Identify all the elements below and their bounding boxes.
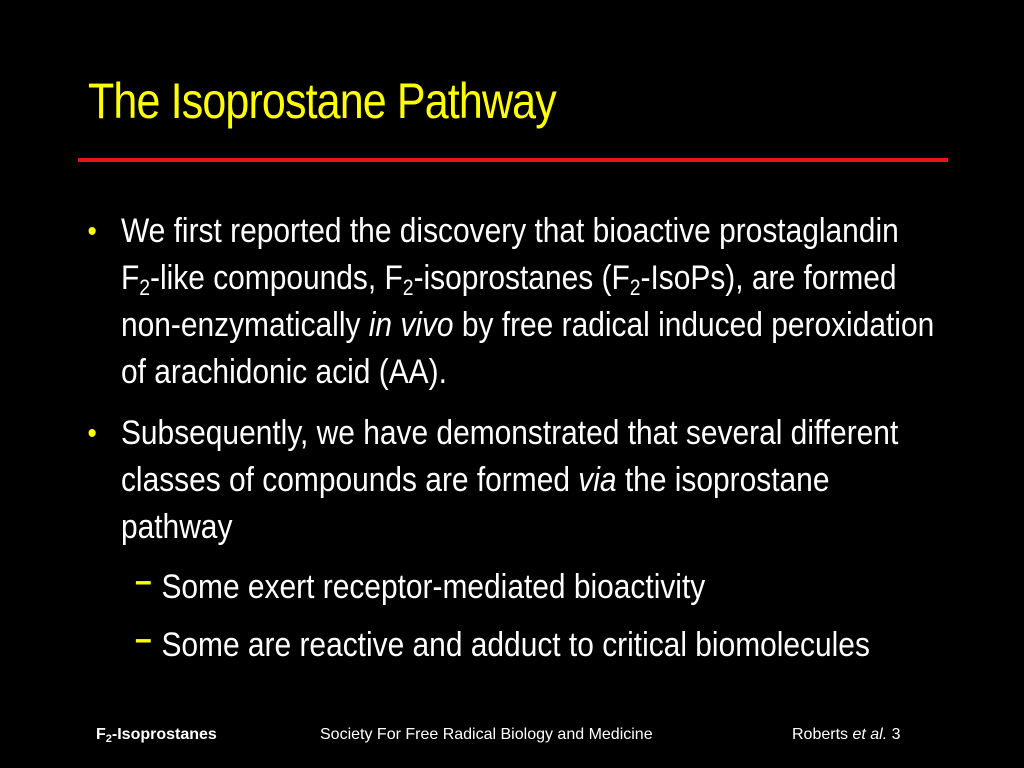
sub-bullet-text: Some exert receptor-mediated bioactivity (161, 568, 706, 606)
bullet-glyph: • (87, 215, 97, 248)
slide-title: The Isoprostane Pathway (88, 73, 556, 129)
footer-topic: $F_2$-Isoprostanes (96, 726, 217, 745)
slide-content (84, 208, 984, 679)
dash-glyph: – (135, 620, 152, 658)
bullet-glyph: • (87, 417, 97, 450)
footer-citation: Roberts et al. 3 (792, 726, 901, 743)
footer-organization: Society For Free Radical Biology and Medicine (320, 726, 653, 743)
title-divider (78, 158, 948, 162)
sub-bullet-item (84, 620, 980, 667)
sub-bullet-text: Some are reactive and adduct to critical biomolecules (161, 626, 870, 664)
bullet-text: Subsequently, we have demonstrated that several different classes of compounds are formed via the isoprostane pathway (120, 414, 899, 546)
sub-bullet-item (84, 562, 980, 609)
dash-glyph: – (135, 562, 152, 600)
bullet-text: We first reported the discovery that bioactive prostaglandin $F_2$-like compounds, $F_2$-isoprostanes $(F_2-IsoPs)$, are formed non-enzymatically in vivo by free radical induced peroxidation of arachidonic acid (AA). (120, 212, 935, 391)
bullet-item (84, 410, 939, 551)
bullet-item (84, 208, 939, 396)
